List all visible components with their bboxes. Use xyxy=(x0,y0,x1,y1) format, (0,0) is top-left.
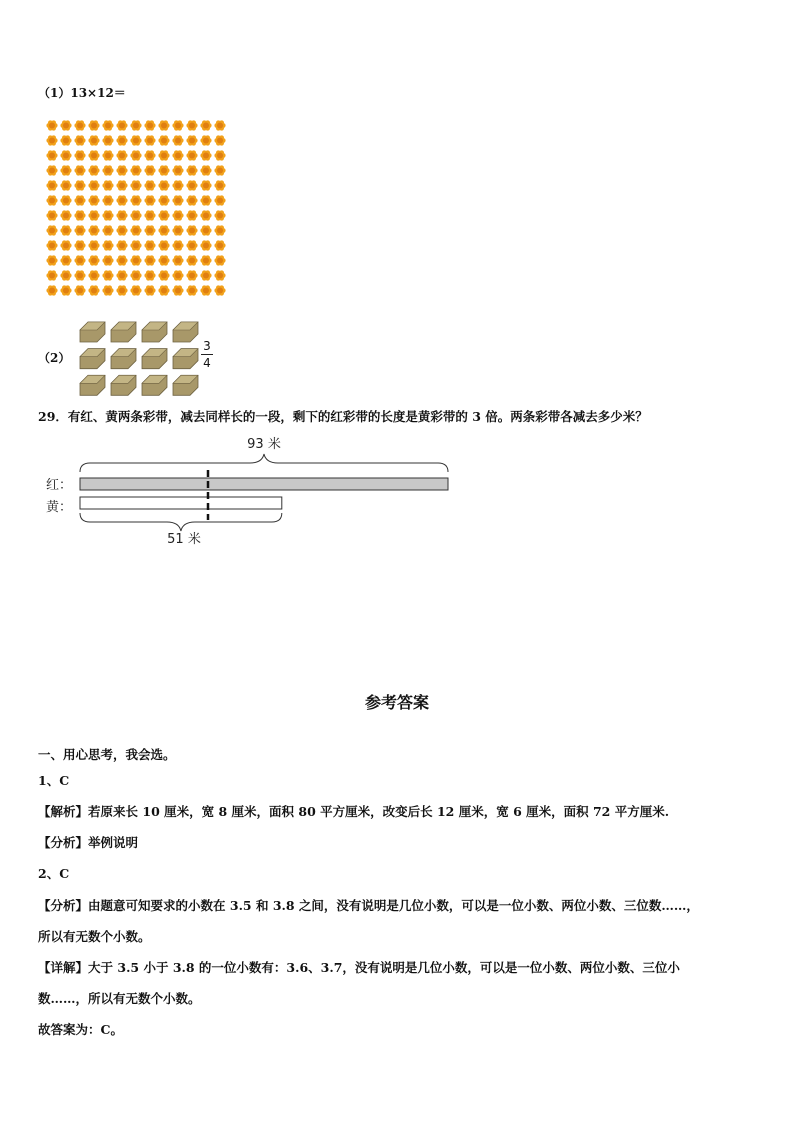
flower-dot xyxy=(116,225,127,235)
flower-dot xyxy=(158,180,169,190)
flower-dot xyxy=(200,240,211,250)
fraction-denominator: 4 xyxy=(203,356,211,370)
flower-dot xyxy=(158,150,169,160)
flower-dot xyxy=(186,150,197,160)
red-ribbon-label: 红： xyxy=(46,478,73,493)
flower-dot xyxy=(88,195,99,205)
answer-2-xiangjie-cont: 数……，所以有无数个小数。 xyxy=(38,991,201,1006)
flower-dot xyxy=(130,195,141,205)
flower-dot xyxy=(88,150,99,160)
flower-dot xyxy=(172,150,183,160)
flower-dot xyxy=(186,120,197,130)
question-2-label: （2） xyxy=(38,351,71,365)
flower-dot xyxy=(60,135,71,145)
flower-dot xyxy=(186,165,197,175)
flower-dot xyxy=(186,240,197,250)
flower-dot xyxy=(158,285,169,295)
flower-dot xyxy=(130,180,141,190)
flower-dot xyxy=(172,255,183,265)
flower-dot xyxy=(214,225,225,235)
flower-dot xyxy=(102,195,113,205)
flower-dot xyxy=(46,270,57,280)
ribbon-diagram-svg xyxy=(40,430,460,550)
fraction-numerator: 3 xyxy=(203,339,211,353)
bread-piece xyxy=(111,322,136,342)
red-ribbon-bar xyxy=(80,478,448,490)
flower-dot xyxy=(88,135,99,145)
analysis-tag: 【解析】 xyxy=(38,804,89,819)
flower-dot xyxy=(46,210,57,220)
flower-dot xyxy=(172,120,183,130)
flower-dot xyxy=(60,210,71,220)
flower-dot xyxy=(200,225,211,235)
flower-dot xyxy=(158,120,169,130)
analysis-text: 若原来长 10 厘米，宽 8 厘米，面积 80 平方厘米，改变后长 12 厘米，宽 6 厘米，面积 72 平方厘米. xyxy=(88,804,670,819)
flower-dot xyxy=(144,240,155,250)
answer-2-fenxi xyxy=(38,896,699,914)
bread-grid-svg xyxy=(77,318,201,398)
flower-dot xyxy=(144,285,155,295)
flower-dot xyxy=(214,240,225,250)
flower-dot xyxy=(186,285,197,295)
flower-dot xyxy=(60,255,71,265)
flower-dot xyxy=(158,255,169,265)
flower-dot xyxy=(186,135,197,145)
flower-dot xyxy=(74,210,85,220)
flower-dot xyxy=(74,135,85,145)
flower-dot xyxy=(144,135,155,145)
flower-dot xyxy=(46,165,57,175)
flower-dot xyxy=(102,270,113,280)
flower-dot xyxy=(214,135,225,145)
flower-dot xyxy=(116,180,127,190)
flower-dot xyxy=(60,180,71,190)
flower-dot xyxy=(74,270,85,280)
flower-dot xyxy=(214,270,225,280)
flower-dot xyxy=(158,165,169,175)
flower-dot xyxy=(46,285,57,295)
flower-grid-svg xyxy=(45,118,227,298)
flower-dot xyxy=(172,195,183,205)
flower-dot xyxy=(214,285,225,295)
flower-dot xyxy=(200,135,211,145)
bottom-brace xyxy=(80,513,282,531)
bread-piece xyxy=(142,349,167,369)
flower-dot xyxy=(172,270,183,280)
flower-dot xyxy=(214,210,225,220)
flower-dot xyxy=(46,195,57,205)
flower-dot xyxy=(172,210,183,220)
fraction xyxy=(201,339,213,370)
flower-dot xyxy=(74,150,85,160)
flower-dot xyxy=(60,285,71,295)
question-29-text: 29．有红、黄两条彩带，减去同样长的一段，剩下的红彩带的长度是黄彩带的 3 倍。两条彩带各减去多少米？ xyxy=(38,409,648,424)
flower-dot xyxy=(60,120,71,130)
xiangjie-tag: 【详解】 xyxy=(38,960,89,975)
bread-piece xyxy=(111,375,136,395)
flower-dot xyxy=(186,210,197,220)
flower-dot xyxy=(60,270,71,280)
flower-dot xyxy=(158,135,169,145)
top-length-label: 93 米 xyxy=(247,437,281,452)
flower-dot xyxy=(60,165,71,175)
flower-dot xyxy=(186,270,197,280)
flower-dot xyxy=(116,195,127,205)
flower-dot xyxy=(158,240,169,250)
flower-dot xyxy=(214,180,225,190)
flower-dot xyxy=(116,285,127,295)
flower-dot xyxy=(102,285,113,295)
flower-dot xyxy=(60,225,71,235)
bread-piece xyxy=(80,322,105,342)
question-1-label: （1）13×12＝ xyxy=(38,86,126,100)
flower-dot xyxy=(172,180,183,190)
flower-dot xyxy=(102,255,113,265)
bread-piece xyxy=(142,322,167,342)
flower-dot xyxy=(214,165,225,175)
flower-dot xyxy=(214,195,225,205)
flower-dot xyxy=(130,120,141,130)
flower-dot xyxy=(158,270,169,280)
bread-piece xyxy=(142,375,167,395)
flower-dot xyxy=(102,135,113,145)
flower-dot xyxy=(116,270,127,280)
flower-dot xyxy=(130,270,141,280)
flower-dot xyxy=(186,195,197,205)
flower-dot xyxy=(130,255,141,265)
flower-dot xyxy=(116,150,127,160)
flower-dot xyxy=(116,240,127,250)
flower-dot xyxy=(144,150,155,160)
flower-dot xyxy=(172,240,183,250)
flower-dot xyxy=(172,225,183,235)
flower-dot xyxy=(88,240,99,250)
bottom-length-label: 51 米 xyxy=(167,532,201,547)
flower-dot xyxy=(116,165,127,175)
flower-dot xyxy=(172,165,183,175)
flower-dot xyxy=(46,150,57,160)
flower-dot xyxy=(102,225,113,235)
flower-dot xyxy=(116,210,127,220)
flower-dot xyxy=(74,165,85,175)
bread-piece xyxy=(80,375,105,395)
flower-dot xyxy=(200,285,211,295)
flower-dot xyxy=(88,180,99,190)
flower-dot xyxy=(144,120,155,130)
flower-dot xyxy=(144,210,155,220)
flower-dot xyxy=(172,135,183,145)
flower-dot xyxy=(60,195,71,205)
flower-dot xyxy=(130,240,141,250)
flower-dot xyxy=(74,285,85,295)
flower-dot xyxy=(74,120,85,130)
flower-dot xyxy=(88,225,99,235)
flower-dot xyxy=(130,225,141,235)
flower-dot xyxy=(158,225,169,235)
flower-dot xyxy=(116,255,127,265)
flower-dot xyxy=(88,210,99,220)
flower-dot xyxy=(102,120,113,130)
flower-dot xyxy=(46,120,57,130)
answer-1-fenxi xyxy=(38,833,138,851)
flower-dot xyxy=(102,150,113,160)
flower-dot xyxy=(158,195,169,205)
fenxi-tag-2: 【分析】 xyxy=(38,898,89,913)
flower-dot xyxy=(200,120,211,130)
bread-piece xyxy=(173,375,198,395)
flower-dot xyxy=(88,165,99,175)
flower-dot xyxy=(144,180,155,190)
answer-1: 1、C xyxy=(38,773,70,788)
flower-dot xyxy=(74,240,85,250)
flower-dot xyxy=(102,165,113,175)
flower-dot xyxy=(200,210,211,220)
bread-piece xyxy=(173,322,198,342)
bread-grid-image xyxy=(77,318,201,398)
flower-dot xyxy=(116,120,127,130)
answer-2-final: 故答案为：C。 xyxy=(38,1022,123,1037)
flower-dot xyxy=(46,180,57,190)
answer-2-fenxi-cont: 所以有无数个小数。 xyxy=(38,929,151,944)
flower-dot xyxy=(102,210,113,220)
flower-dot xyxy=(60,150,71,160)
flower-dot xyxy=(130,135,141,145)
answer-2-xiangjie xyxy=(38,958,680,976)
fenxi-tag: 【分析】 xyxy=(38,835,89,850)
flower-dot xyxy=(88,120,99,130)
top-brace xyxy=(80,454,448,472)
flower-dot xyxy=(130,150,141,160)
flower-dot xyxy=(130,165,141,175)
flower-dot xyxy=(74,225,85,235)
flower-dot xyxy=(46,255,57,265)
flower-dot xyxy=(214,255,225,265)
flower-dot xyxy=(186,255,197,265)
section-1-heading: 一、用心思考，我会选。 xyxy=(38,747,176,762)
flower-dot xyxy=(158,210,169,220)
flower-dot xyxy=(102,240,113,250)
flower-dot xyxy=(200,270,211,280)
flower-dot xyxy=(88,255,99,265)
flower-dot xyxy=(46,240,57,250)
flower-dot xyxy=(172,285,183,295)
flower-dot xyxy=(144,195,155,205)
flower-dot xyxy=(130,210,141,220)
flower-dot xyxy=(74,195,85,205)
flower-dot xyxy=(200,195,211,205)
bread-piece xyxy=(173,349,198,369)
flower-dot xyxy=(116,135,127,145)
flower-dot xyxy=(144,270,155,280)
flower-dot xyxy=(46,225,57,235)
flower-dot xyxy=(214,120,225,130)
flower-dot xyxy=(144,165,155,175)
flower-dot xyxy=(144,225,155,235)
xiangjie-text-a: 大于 3.5 小于 3.8 的一位小数有：3.6、3.7，没有说明是几位小数，可以是一位小数、两位小数、三位小 xyxy=(88,960,680,975)
yellow-ribbon-bar xyxy=(80,497,282,509)
fenxi-text: 举例说明 xyxy=(88,835,139,850)
flower-dot xyxy=(74,180,85,190)
flower-dot xyxy=(74,255,85,265)
bread-piece xyxy=(80,349,105,369)
flower-grid-image xyxy=(45,118,227,298)
flower-dot xyxy=(88,285,99,295)
flower-dot xyxy=(214,150,225,160)
flower-dot xyxy=(60,240,71,250)
flower-dot xyxy=(200,165,211,175)
flower-dot xyxy=(144,255,155,265)
flower-dot xyxy=(46,135,57,145)
answer-2: 2、C xyxy=(38,866,70,881)
flower-dot xyxy=(130,285,141,295)
fenxi-text-2a: 由题意可知要求的小数在 3.5 和 3.8 之间，没有说明是几位小数，可以是一位小数、两位小数、三位数……， xyxy=(88,898,699,913)
flower-dot xyxy=(200,180,211,190)
fraction-bar xyxy=(201,354,213,355)
ribbon-diagram xyxy=(40,430,460,550)
flower-dot xyxy=(102,180,113,190)
yellow-ribbon-label: 黄： xyxy=(46,500,73,515)
flower-dot xyxy=(88,270,99,280)
bread-piece xyxy=(111,349,136,369)
answer-1-analysis xyxy=(38,802,669,820)
flower-dot xyxy=(186,225,197,235)
answer-key-title: 参考答案 xyxy=(364,693,429,712)
flower-dot xyxy=(200,255,211,265)
flower-dot xyxy=(200,150,211,160)
flower-dot xyxy=(186,180,197,190)
